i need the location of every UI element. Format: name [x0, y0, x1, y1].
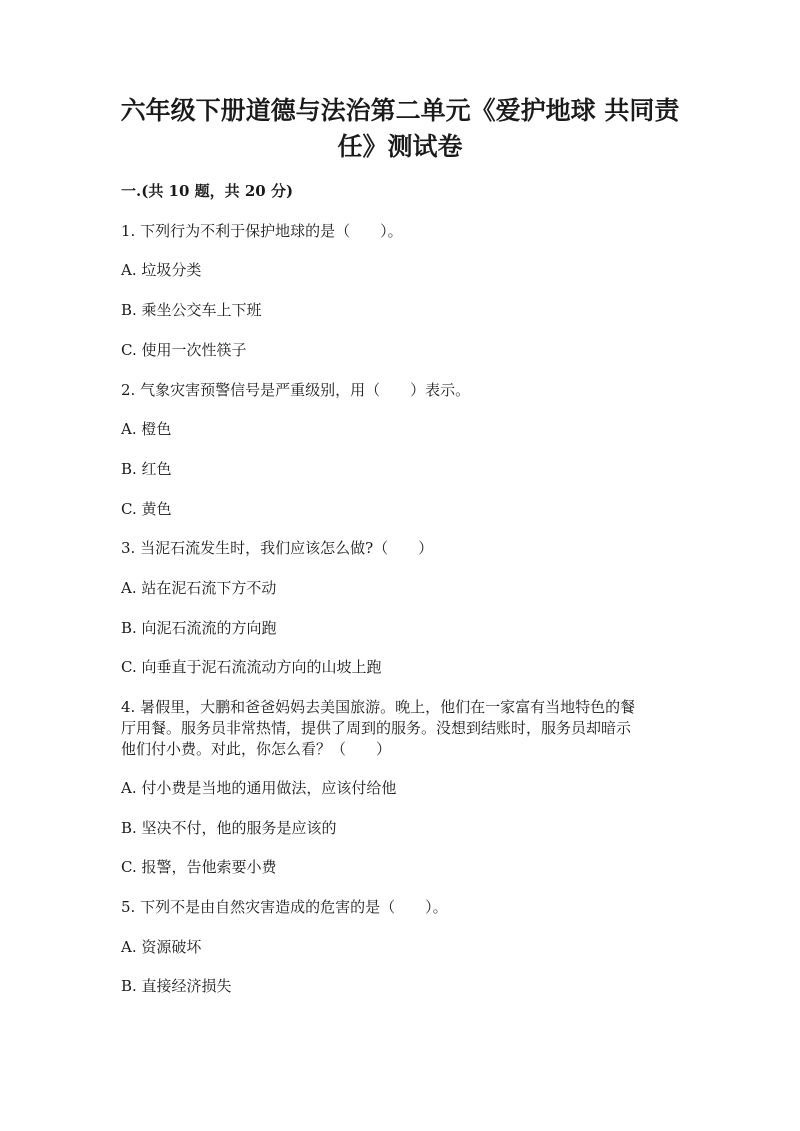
question-4-stem-line-1: 4. 暑假里，大鹏和爸爸妈妈去美国旅游。晚上，他们在一家富有当地特色的餐 — [121, 698, 636, 716]
question-3-stem: 3. 当泥石流发生时，我们应该怎么做?（ ） — [121, 539, 434, 557]
question-2-stem: 2. 气象灾害预警信号是严重级别，用（ ）表示。 — [121, 381, 471, 399]
question-4-option-b: B. 坚决不付，他的服务是应该的 — [121, 819, 337, 837]
question-4-stem-line-3: 他们付小费。对此，你怎么看？（ ） — [121, 740, 392, 758]
question-3-option-b: B. 向泥石流流的方向跑 — [121, 619, 277, 637]
question-5-stem: 5. 下列不是由自然灾害造成的危害的是（ ）。 — [121, 898, 448, 916]
question-1-option-a: A. 垃圾分类 — [121, 261, 202, 279]
question-3-option-a: A. 站在泥石流下方不动 — [121, 579, 277, 597]
question-3-option-c: C. 向垂直于泥石流流动方向的山坡上跑 — [121, 658, 382, 676]
question-1-option-c: C. 使用一次性筷子 — [121, 341, 247, 359]
section-heading: 一.(共 10 题，共 20 分) — [121, 182, 294, 200]
question-4-option-a: A. 付小费是当地的通用做法，应该付给他 — [121, 779, 397, 797]
question-2-option-b: B. 红色 — [121, 460, 172, 478]
question-2-option-c: C. 黄色 — [121, 500, 172, 518]
question-1-option-b: B. 乘坐公交车上下班 — [121, 301, 262, 319]
document-title-line-1: 六年级下册道德与法治第二单元《爱护地球 共同责 — [120, 96, 680, 125]
question-5-option-b: B. 直接经济损失 — [121, 977, 232, 995]
document-title-line-2: 任》测试卷 — [337, 132, 463, 161]
question-1-stem: 1. 下列行为不利于保护地球的是（ ）。 — [121, 222, 403, 240]
question-2-option-a: A. 橙色 — [121, 420, 172, 438]
question-4-stem-line-2: 厅用餐。服务员非常热情，提供了周到的服务。没想到结账时，服务员却暗示 — [121, 719, 632, 737]
question-5-option-a: A. 资源破坏 — [121, 938, 202, 956]
question-4-option-c: C. 报警，告他索要小费 — [121, 858, 277, 876]
